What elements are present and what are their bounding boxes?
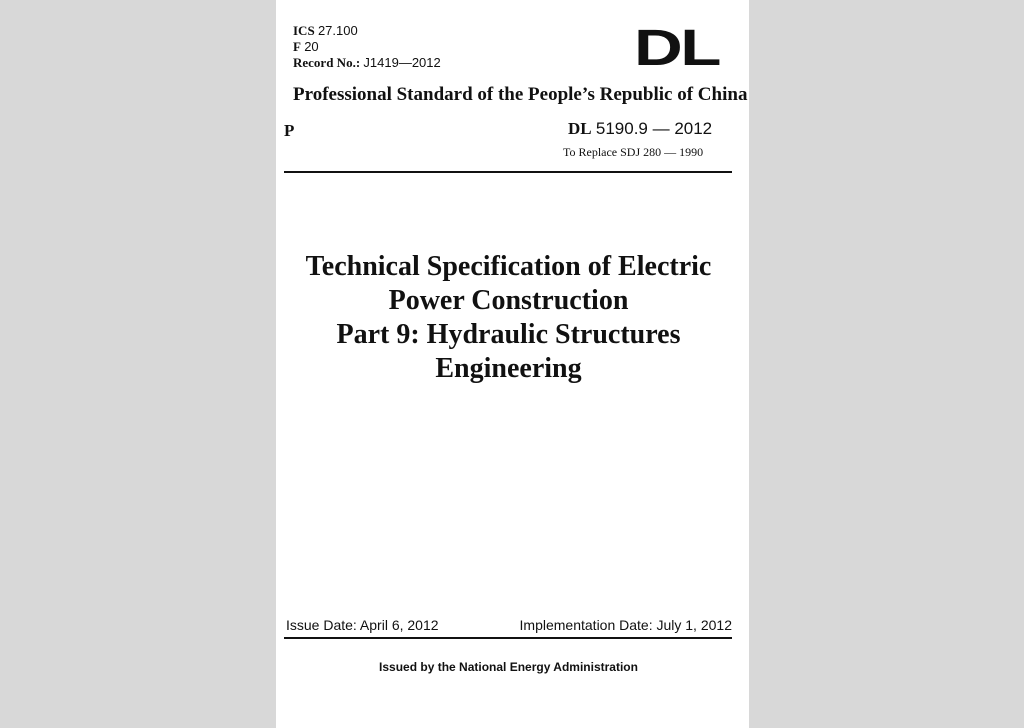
footer-divider — [284, 637, 732, 639]
class-value: 20 — [304, 39, 319, 54]
record-label: Record No.: — [293, 55, 361, 70]
title-line-4: Engineering — [435, 353, 582, 384]
record-value: J1419—2012 — [363, 55, 441, 70]
ics-value: 27.100 — [317, 23, 358, 38]
ics-line — [293, 23, 358, 39]
header-divider — [284, 171, 732, 173]
title-line-3: Part 9: Hydraulic Structures — [336, 319, 681, 350]
document-title — [276, 250, 741, 386]
dl-logo: DL — [634, 19, 719, 77]
title-line-1: Technical Specification of Electric — [305, 251, 712, 282]
replace-text: To Replace SDJ 280 — 1990 — [563, 145, 704, 159]
category-letter: P — [284, 121, 295, 140]
code-number: 5190.9 — 2012 — [595, 119, 713, 138]
document-page — [276, 0, 749, 728]
issuer-text: Issued by the National Energy Administration — [379, 660, 638, 674]
implementation-date: Implementation Date: July 1, 2012 — [519, 617, 732, 633]
title-line-2: Power Construction — [388, 285, 629, 316]
class-label: F — [293, 39, 301, 54]
issue-date: Issue Date: April 6, 2012 — [286, 617, 439, 633]
code-prefix: DL — [568, 119, 592, 138]
standard-title: Professional Standard of the People’s Republic of China — [293, 84, 748, 105]
ics-label: ICS — [293, 23, 315, 38]
record-line — [293, 55, 441, 71]
class-line — [293, 39, 319, 55]
standard-code — [568, 119, 712, 139]
